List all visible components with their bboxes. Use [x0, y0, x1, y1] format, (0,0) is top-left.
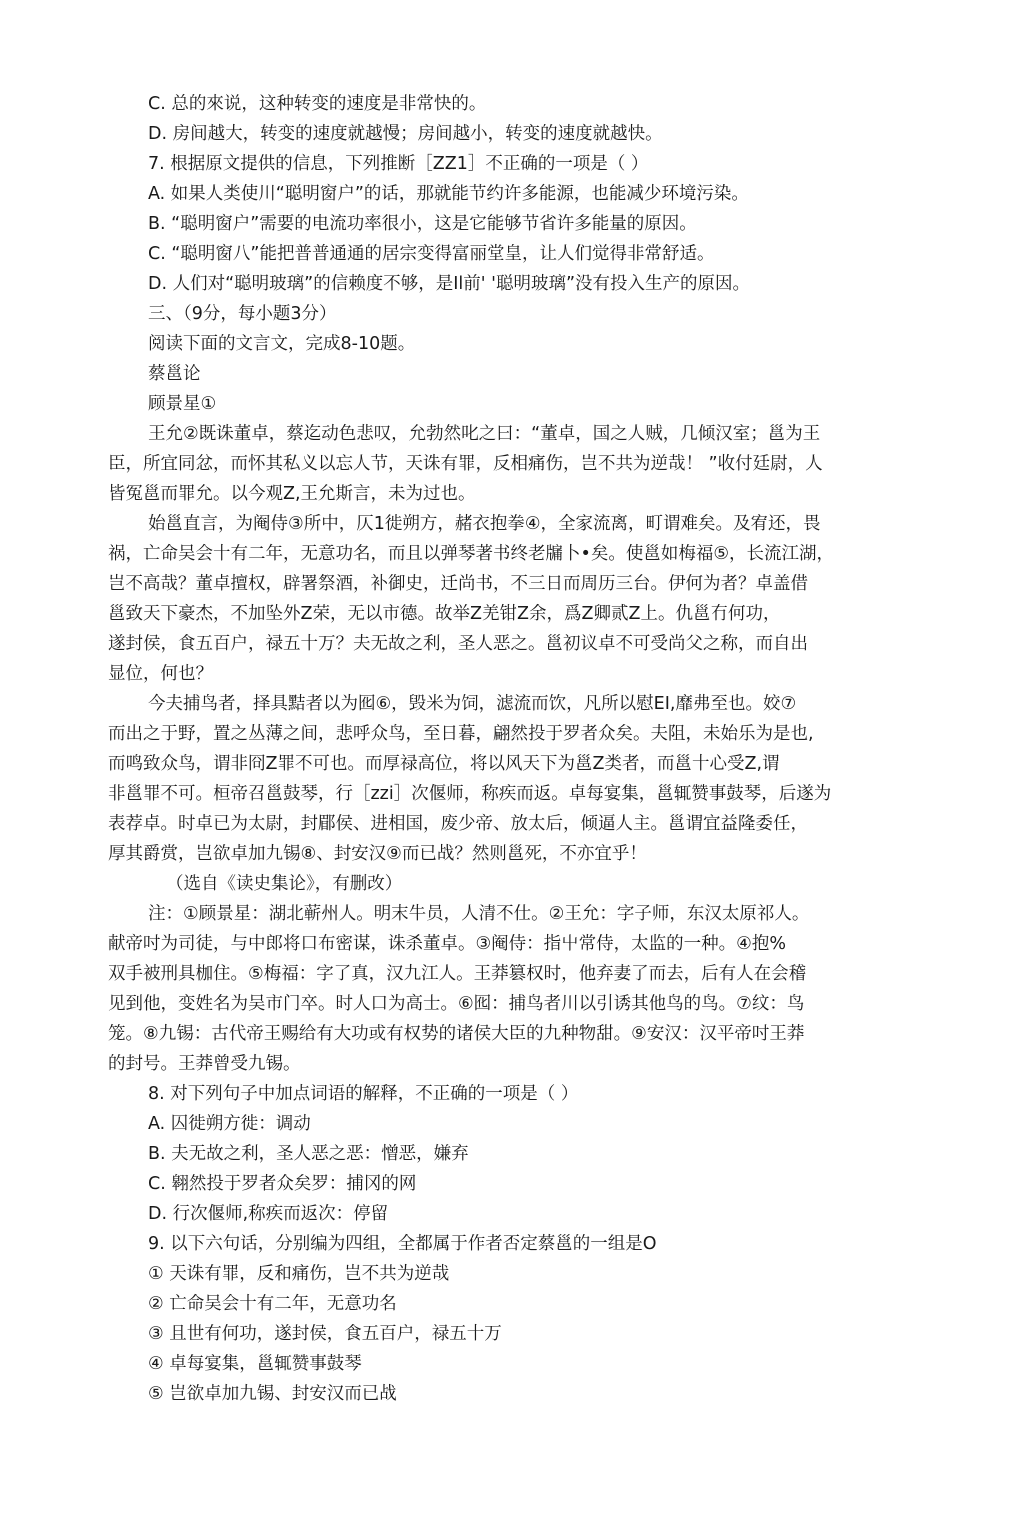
annotation-line: 双手被刑具枷住。⑤梅福：字了真，汉九江人。王莽篡权时，他弃妻了而去，后有人在会稽 [108, 964, 807, 984]
choice-item: ⑤ 岂欲卓加九锡、封安汉而已战 [148, 1384, 397, 1404]
instruction-text: 阅读下面的文言文，完成8-10题。 [148, 334, 416, 354]
passage-line: 邕致天下豪杰，不加坠外Z荣，无以市德。故举Z羌钳Z余，爲Z卿贰Z上。仇邕冇何功， [108, 604, 781, 624]
passage-line: 岂不高哉？董卓擅权，辟署祭酒，补御史，迁尚书，不三日而周历三台。伊何为者？卓盖借 [108, 574, 808, 594]
passage-line: 始邕直言，为阉侍③所中，仄1徙朔方，赭衣抱拳④，全家流离，町谓难矣。及宥还，畏 [148, 514, 821, 534]
question-7-stem: 7. 根据原文提供的信息，下列推断［ZZ1］不正确的一项是（ ） [148, 154, 649, 174]
passage-line: 遂封侯，食五百户，禄五十万？夫无故之利，圣人恶之。邕初议卓不可受尚父之称，而自出 [108, 634, 808, 654]
annotation-line: 注：①顾景星：湖北蕲州人。明末牛员，人清不仕。②王允：字子师，东汉太原祁人。 [148, 904, 810, 924]
option-d: D. 行次偃师,称疾而返次：停留 [148, 1204, 389, 1224]
choice-item: ③ 且世有何功，遂封侯，食五百户，禄五十万 [148, 1324, 502, 1344]
passage-line: 皆冤邕而罪允。以今观Z,王允斯言，未为过也。 [108, 484, 476, 504]
option-d: D. 人们对“聪明玻璃”的信赖度不够，是Il前' '聪明玻璃”没有投入生产的原因。 [148, 274, 751, 294]
choice-item: ① 天诛有罪，反和痛伤，岂不共为逆哉 [148, 1264, 450, 1284]
passage-line: 今夫捕鸟者，择具黠者以为囮⑥，毁米为饲，滤流而饮，凡所以慰EI,靡弗至也。姣⑦ [148, 694, 797, 714]
passage-line: 王允②既诛董卓，蔡迄动色悲叹，允勃然叱之曰：“董卓，国之人贼，几倾汉室；邕为王 [148, 424, 821, 444]
question-9-stem: 9. 以下六句话，分别编为四组，全都属于作者否定蔡邕的一组是O [148, 1234, 657, 1254]
passage-line: 厚其爵赏，岂欲卓加九锡⑧、封安汉⑨而已战？然则邕死，不亦宜乎！ [108, 844, 647, 864]
text-line: C. 总的來说，这种转变的速度是非常快的。 [148, 94, 487, 114]
annotation-line: 的封号。王莽曾受九锡。 [108, 1054, 301, 1074]
option-a: A. 囚徙朔方徙：调动 [148, 1114, 311, 1134]
option-b: B. “聪明窗户”需要的电流功率很小，这是它能够节省许多能量的原因。 [148, 214, 697, 234]
option-c: C. “聪明窗八”能把普普通通的居宗变得富丽堂皇，让人们觉得非常舒适。 [148, 244, 715, 264]
passage-author: 顾景星① [148, 394, 217, 414]
section-heading: 三、（9分，每小题3分） [148, 304, 337, 324]
option-a: A. 如果人类使川“聪明窗户”的话，那就能节约许多能源，也能减少环境污染。 [148, 184, 749, 204]
option-c: C. 翱然投于罗者众矣罗：捕冈的网 [148, 1174, 417, 1194]
passage-source: （选自《读史集论》，有删改） [166, 874, 403, 894]
passage-line: 显位，何也？ [108, 664, 213, 684]
passage-line: 祸，亡命吴会十有二年，无意功名，而且以弹琴著书终老牖卜•矣。使邕如梅福⑤，长流江湖， [108, 544, 835, 564]
annotation-line: 献帝吋为司徒，与中郎将口布密谋，诛杀董卓。③阉侍：指屮常侍，太监的一种。④抱% [108, 934, 787, 954]
choice-item: ④ 卓每宴集，邕辄赞事鼓琴 [148, 1354, 362, 1374]
passage-title: 蔡邕论 [148, 364, 201, 384]
option-b: B. 夫无故之利，圣人恶之恶：憎恶，嫌弃 [148, 1144, 469, 1164]
passage-line: 而出之于野，置之丛薄之间，悲呼众鸟，至日暮，翩然投于罗者众矣。夫阻，未始乐为是也, [108, 724, 814, 744]
choice-item: ② 亡命吴会十有二年，无意功名 [148, 1294, 397, 1314]
annotation-line: 笼。⑧九锡：古代帝王赐给有大功或有权势的诸侯大臣的九种物甜。⑨安汉：汉平帝吋王莽 [108, 1024, 805, 1044]
passage-line: 而鸣致众鸟，谓非冏Z罪不可也。而厚禄高位，将以风天下为邕Z类者，而邕十心受Z,谓 [108, 754, 780, 774]
text-line: D. 房间越大，转变的速度就越慢；房间越小，转变的速度就越快。 [148, 124, 663, 144]
passage-line: 臣，所宜同忿，而怀其私义以忘人节，天诛有罪，反相痛伤，岂不共为逆哉！ ”收付廷尉，人 [108, 454, 823, 474]
question-8-stem: 8. 对下列句子中加点词语的解释，不正确的一项是（ ） [148, 1084, 579, 1104]
passage-line: 非邕罪不可。桓帝召邕鼓琴，行［zzi］次偃师，称疾而返。卓每宴集，邕辄赞事鼓琴，后遂为 [108, 784, 832, 804]
annotation-line: 见到他，变姓名为吴市门卒。时人口为高士。⑥囮：捕鸟者川以引诱其他鸟的鸟。⑦纹：鸟 [108, 994, 805, 1014]
passage-line: 表荐卓。时卓已为太尉，封郿侯、进相国，废少帝、放太后，倾逼人主。邕谓宜益隆委任， [108, 814, 808, 834]
